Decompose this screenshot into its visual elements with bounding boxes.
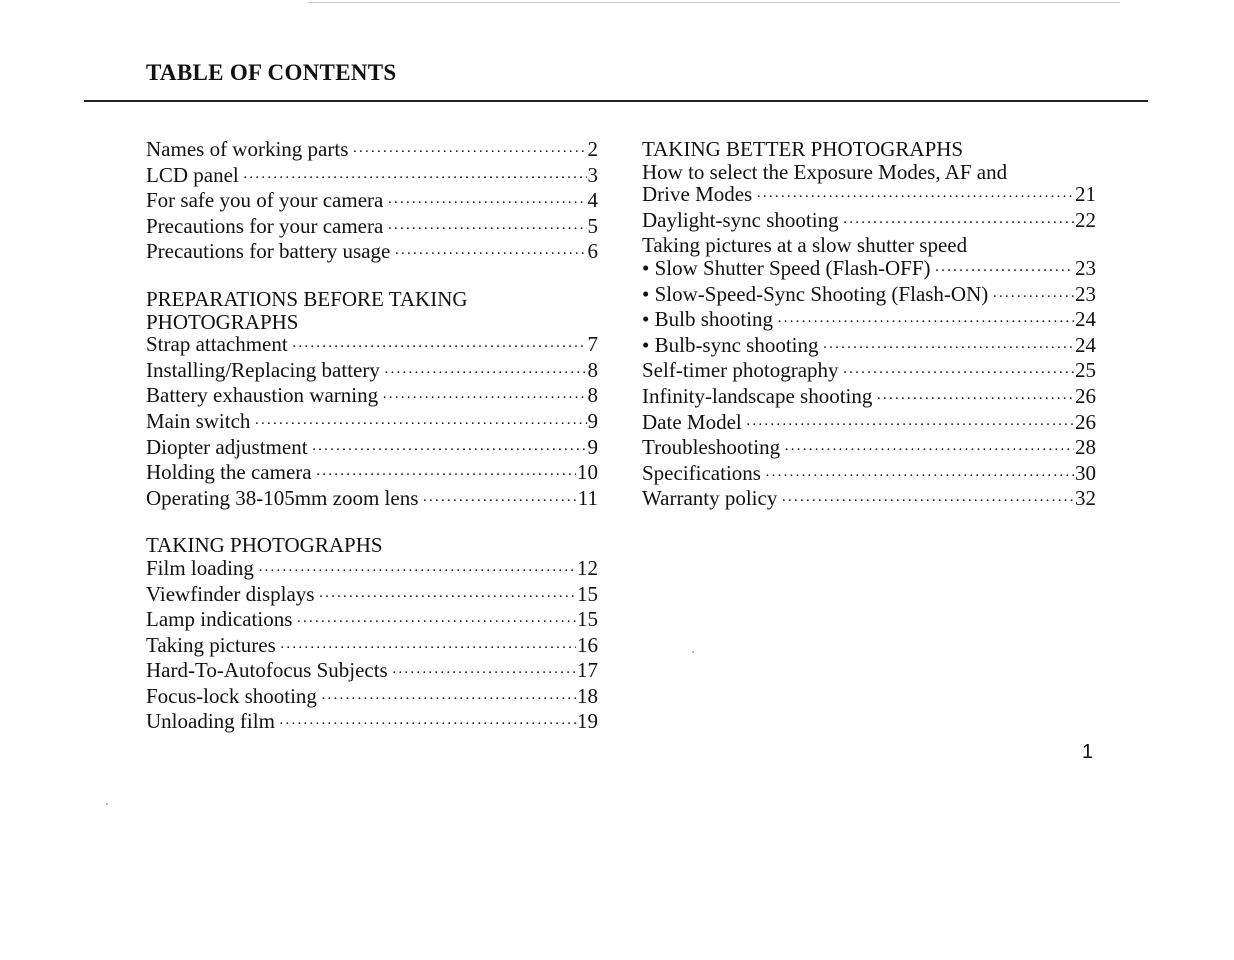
scan-speck — [106, 803, 108, 805]
toc-entry — [146, 685, 598, 711]
toc-entry-label: Precautions for your camera — [146, 213, 384, 238]
toc-bullet-entry — [642, 334, 1096, 360]
toc-entry-page: 26 — [1075, 409, 1096, 434]
toc-entry-page: 22 — [1075, 207, 1096, 232]
dot-leader — [316, 464, 576, 487]
toc-entry-label: Self-timer photography — [642, 358, 839, 383]
toc-entry-page: 26 — [1075, 383, 1096, 408]
toc-entry-page: 4 — [587, 188, 598, 213]
toc-entry-label: • Slow Shutter Speed (Flash-OFF) — [642, 255, 931, 280]
section-heading: TAKING PHOTOGRAPHS — [146, 533, 383, 558]
dot-leader — [823, 337, 1074, 360]
toc-entry — [146, 384, 598, 410]
toc-entry — [642, 436, 1096, 462]
toc-entry-page: 8 — [587, 383, 598, 408]
toc-entry — [642, 411, 1096, 437]
toc-entry — [146, 189, 598, 215]
toc-entry-page: 24 — [1075, 307, 1096, 332]
toc-entry-label: Operating 38-105mm zoom lens — [146, 485, 419, 510]
dot-leader — [321, 688, 576, 711]
toc-right-column — [642, 138, 1096, 513]
toc-entry-page: 28 — [1075, 435, 1096, 460]
dot-leader — [781, 490, 1074, 513]
title-underline-rule — [84, 100, 1148, 102]
dot-leader — [746, 414, 1074, 437]
toc-continued-line: How to select the Exposure Modes, AF and — [642, 159, 1008, 184]
page-title: TABLE OF CONTENTS — [146, 60, 397, 85]
toc-bullet-entry — [642, 308, 1096, 334]
toc-entry — [642, 462, 1096, 488]
toc-entry-label: Precautions for battery usage — [146, 239, 391, 264]
section-gap — [146, 266, 598, 288]
toc-entry-page: 16 — [577, 632, 598, 657]
dot-leader — [384, 362, 587, 385]
toc-entry-page: 17 — [577, 658, 598, 683]
toc-entry-page: 19 — [577, 709, 598, 734]
toc-entry-label: For safe you of your camera — [146, 188, 384, 213]
toc-entry-label: • Slow-Speed-Sync Shooting (Flash-ON) — [642, 281, 989, 306]
dot-leader — [422, 490, 576, 513]
dot-leader — [843, 212, 1074, 235]
toc-entry — [642, 183, 1096, 209]
toc-entry — [146, 164, 598, 190]
toc-entry-page: 6 — [587, 239, 598, 264]
toc-entry-label: Drive Modes — [642, 182, 753, 207]
dot-leader — [243, 167, 587, 190]
dot-leader — [876, 388, 1074, 411]
toc-preparations-group — [146, 288, 598, 512]
toc-entry-label: Installing/Replacing battery — [146, 357, 380, 382]
toc-entry-label: Main switch — [146, 408, 251, 433]
dot-leader — [352, 141, 586, 164]
toc-entry — [146, 436, 598, 462]
toc-entry — [642, 209, 1096, 235]
toc-entry-page: 9 — [587, 408, 598, 433]
dot-leader — [387, 218, 586, 241]
toc-entry-label: LCD panel — [146, 162, 239, 187]
toc-intro-group — [146, 138, 598, 266]
toc-entry — [146, 557, 598, 583]
toc-entry-label: Daylight-sync shooting — [642, 207, 839, 232]
toc-bullet-entry — [642, 283, 1096, 309]
toc-entry-page: 30 — [1075, 460, 1096, 485]
dot-leader — [280, 637, 576, 660]
toc-taking-group — [146, 534, 598, 736]
toc-entry-label: Unloading film — [146, 709, 275, 734]
toc-entry — [642, 359, 1096, 385]
toc-entry-page: 5 — [587, 213, 598, 238]
dot-leader — [394, 243, 586, 266]
dot-leader — [318, 586, 576, 609]
toc-entry-label: Battery exhaustion warning — [146, 383, 379, 408]
toc-entry — [642, 385, 1096, 411]
toc-bullet-entry — [642, 257, 1096, 283]
toc-entry-page: 2 — [587, 137, 598, 161]
toc-entry-page: 10 — [577, 460, 598, 485]
toc-entry-page: 24 — [1075, 332, 1096, 357]
toc-subheading-line: Taking pictures at a slow shutter speed — [642, 233, 968, 258]
section-heading: TAKING BETTER PHOTOGRAPHS — [642, 137, 964, 161]
toc-entry-label: • Bulb-sync shooting — [642, 332, 819, 357]
toc-entry — [146, 333, 598, 359]
dot-leader — [392, 662, 576, 685]
toc-entry-label: Film loading — [146, 555, 254, 580]
toc-entry-page: 7 — [587, 332, 598, 357]
toc-entry — [642, 487, 1096, 513]
dot-leader — [258, 560, 576, 583]
dot-leader — [784, 439, 1074, 462]
toc-entry-label: Holding the camera — [146, 460, 312, 485]
dot-leader — [756, 186, 1074, 209]
page-number: 1 — [1082, 741, 1094, 763]
toc-entry — [146, 138, 598, 164]
toc-entry-label: Troubleshooting — [642, 435, 781, 460]
dot-leader — [387, 192, 586, 215]
dot-leader — [935, 260, 1074, 283]
toc-entry — [146, 487, 598, 513]
toc-entry-page: 23 — [1075, 281, 1096, 306]
toc-entry-page: 15 — [577, 607, 598, 632]
toc-entry-page: 15 — [577, 581, 598, 606]
toc-entry-label: • Bulb shooting — [642, 307, 774, 332]
toc-entry-page: 3 — [587, 162, 598, 187]
dot-leader — [777, 311, 1074, 334]
dot-leader — [292, 336, 587, 359]
dot-leader — [312, 439, 587, 462]
toc-entry — [146, 608, 598, 634]
dot-leader — [765, 465, 1074, 488]
dot-leader — [296, 611, 576, 634]
toc-entry — [146, 710, 598, 736]
toc-entry — [146, 359, 598, 385]
toc-entry — [146, 215, 598, 241]
dot-leader — [279, 713, 576, 736]
toc-entry-page: 9 — [587, 434, 598, 459]
toc-entry — [146, 634, 598, 660]
toc-entry — [146, 583, 598, 609]
dot-leader — [843, 362, 1074, 385]
toc-left-column — [146, 138, 598, 736]
dot-leader — [382, 387, 586, 410]
dot-leader — [992, 286, 1074, 309]
toc-entry-page: 32 — [1075, 486, 1096, 511]
toc-entry — [146, 461, 598, 487]
toc-entry-label: Specifications — [642, 460, 761, 485]
toc-entry-label: Diopter adjustment — [146, 434, 308, 459]
toc-entry-label: Hard-To-Autofocus Subjects — [146, 658, 388, 683]
toc-entry-label: Viewfinder displays — [146, 581, 315, 606]
toc-entry — [146, 240, 598, 266]
toc-entry-label: Strap attachment — [146, 332, 288, 357]
toc-entry-page: 21 — [1075, 182, 1096, 207]
toc-entry-label: Warranty policy — [642, 486, 778, 511]
scan-speck — [692, 651, 694, 653]
section-heading: PHOTOGRAPHS — [146, 309, 299, 334]
toc-entry-page: 18 — [577, 683, 598, 708]
toc-entry-label: Date Model — [642, 409, 742, 434]
toc-entry — [146, 410, 598, 436]
toc-entry-label: Taking pictures — [146, 632, 276, 657]
section-heading: PREPARATIONS BEFORE TAKING — [146, 286, 468, 311]
dot-leader — [254, 413, 586, 436]
toc-entry-label: Infinity-landscape shooting — [642, 383, 873, 408]
section-gap — [146, 512, 598, 534]
toc-entry-page: 23 — [1075, 255, 1096, 280]
toc-entry-page: 12 — [577, 555, 598, 580]
toc-entry-label: Lamp indications — [146, 607, 293, 632]
toc-entry-page: 11 — [577, 485, 598, 510]
toc-entry-page: 25 — [1075, 358, 1096, 383]
toc-entry — [146, 659, 598, 685]
toc-entry-page: 8 — [587, 357, 598, 382]
toc-entry-label: Focus-lock shooting — [146, 683, 317, 708]
toc-entry-label: Names of working parts — [146, 137, 349, 161]
top-scan-rule — [308, 2, 1120, 3]
